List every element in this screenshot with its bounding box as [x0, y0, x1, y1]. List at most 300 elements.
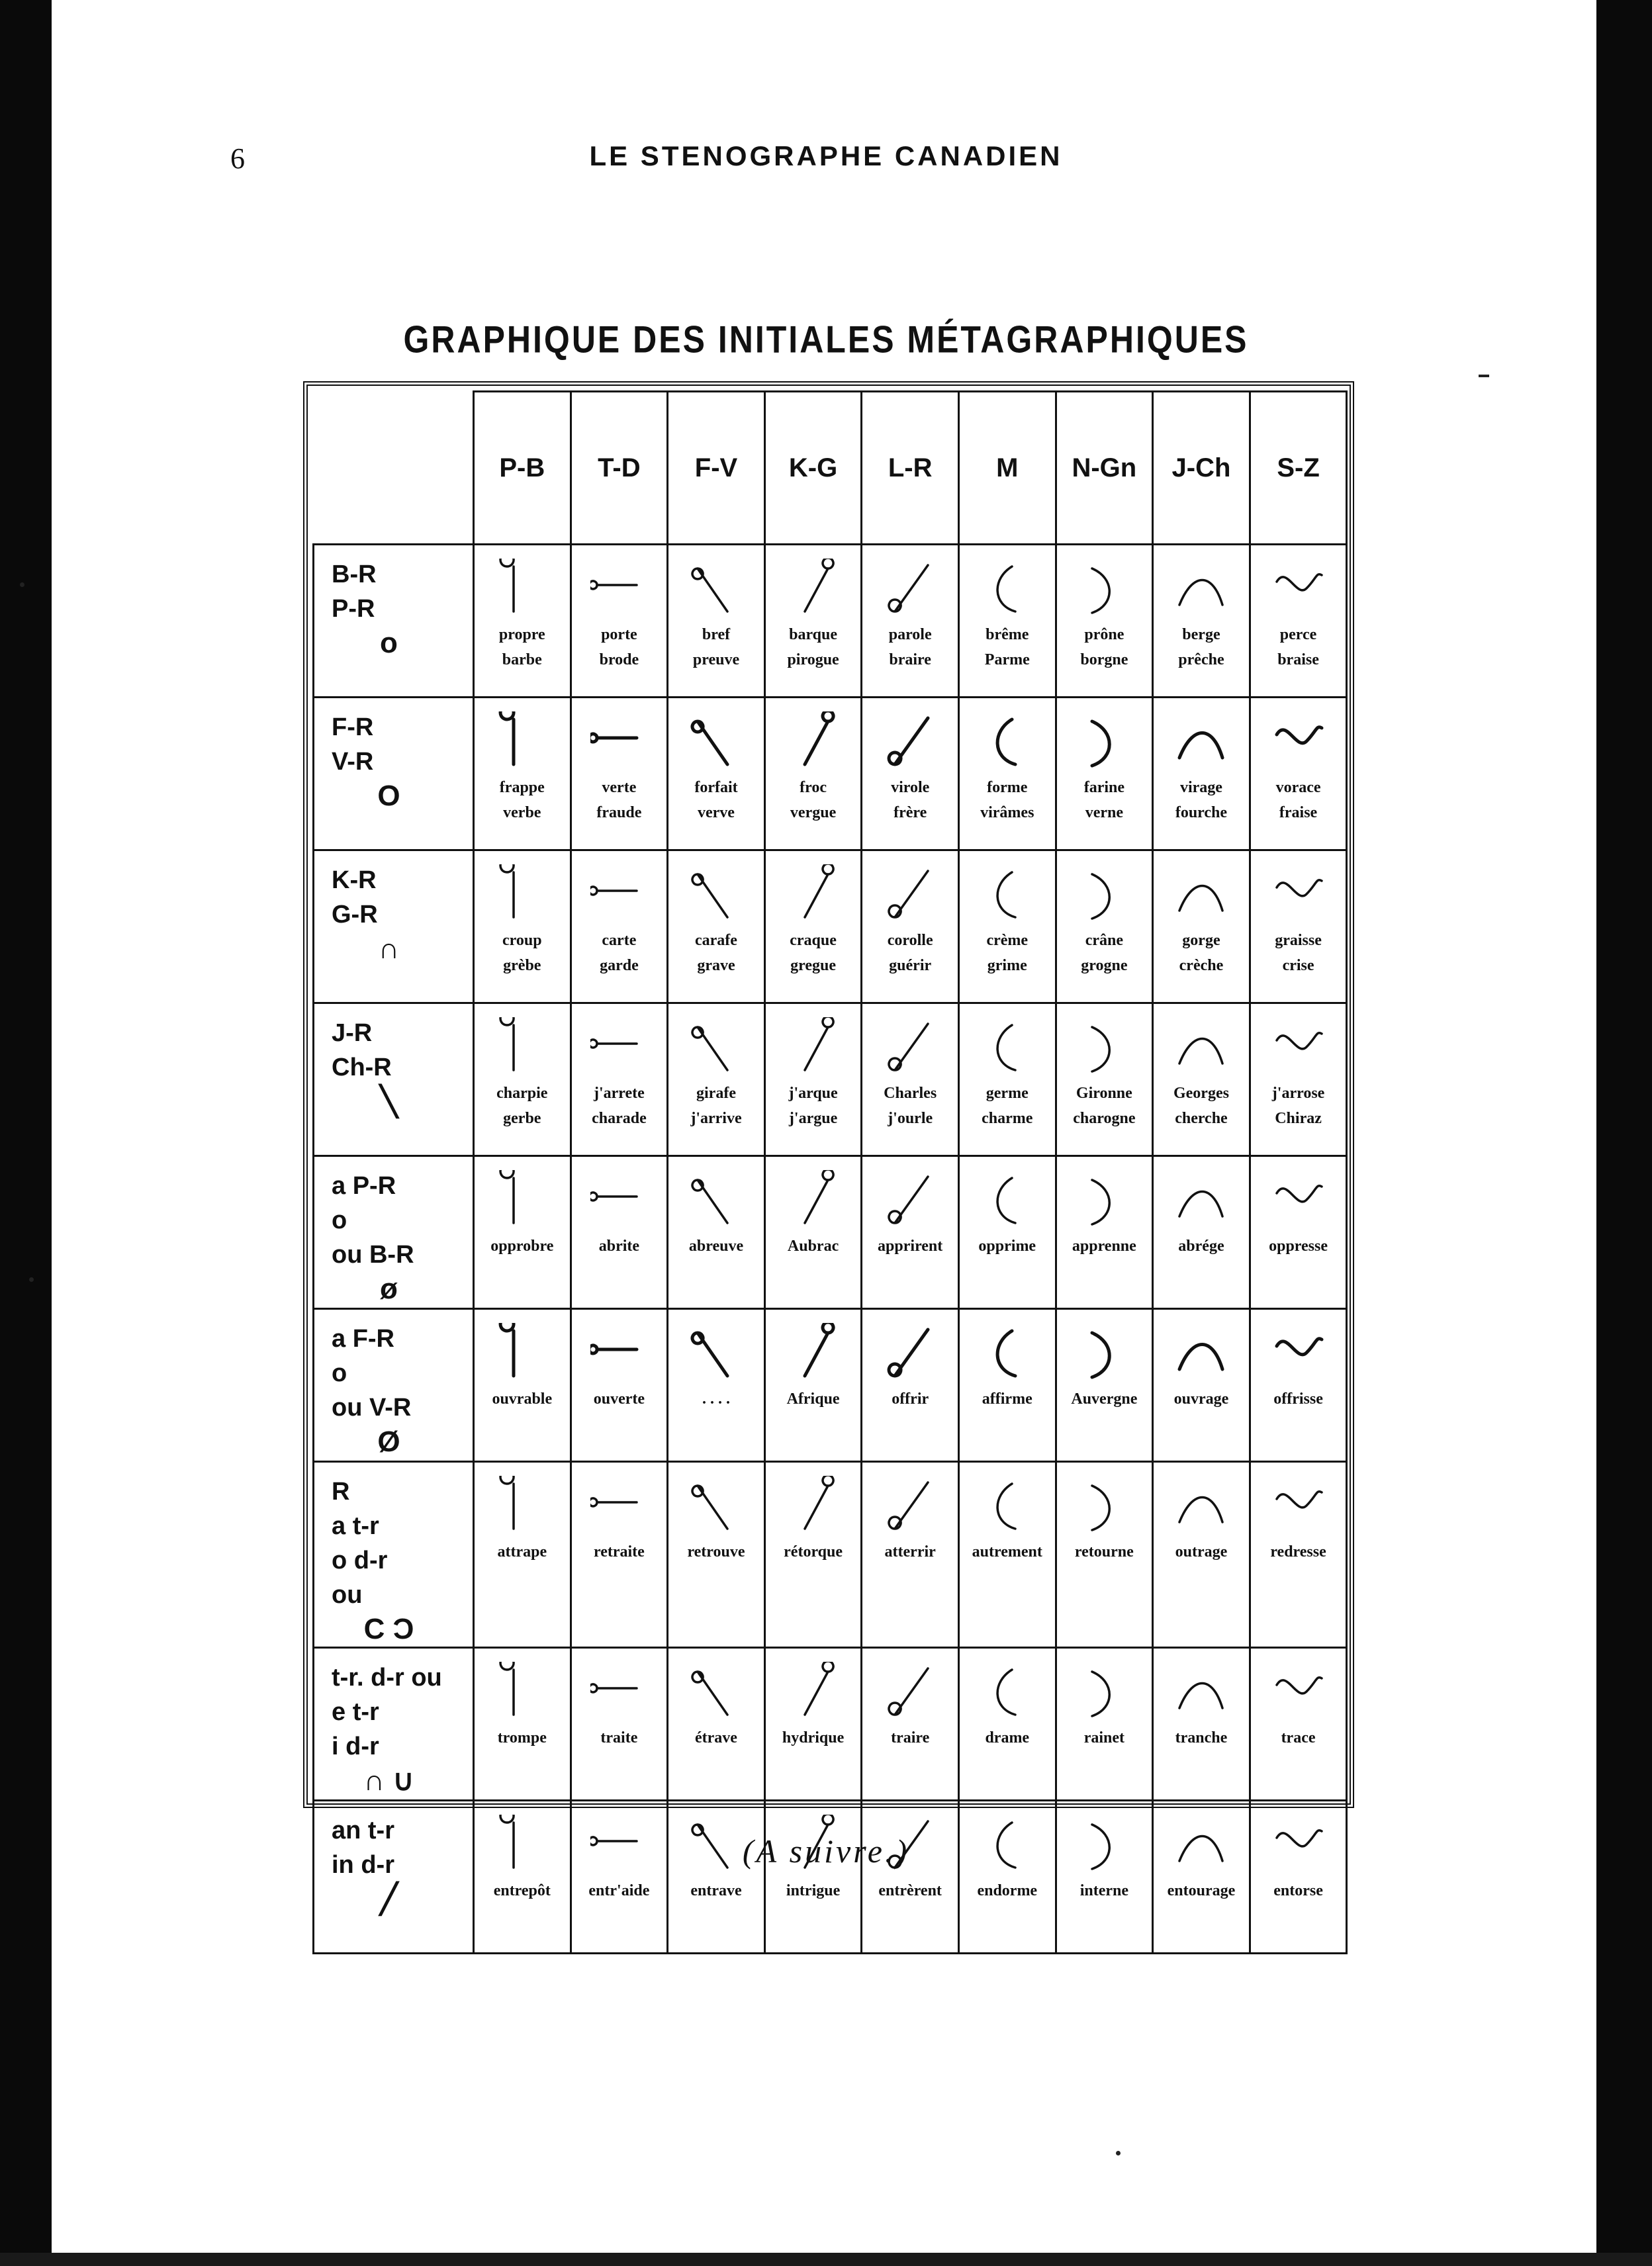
shorthand-sign-icon: [882, 1323, 939, 1382]
table-cell: [1250, 1156, 1347, 1309]
shorthand-sign-icon: [688, 1170, 745, 1230]
shorthand-stroke: [590, 1345, 637, 1353]
shorthand-sign-icon: [688, 864, 745, 924]
example-word: opprime: [978, 1238, 1036, 1255]
example-word-alt: fraise: [1279, 804, 1318, 821]
shorthand-stroke: [1092, 568, 1109, 613]
table-cell: [668, 698, 765, 850]
table-cell: [1056, 698, 1153, 850]
table-cell: [474, 1801, 571, 1954]
table-cell: [764, 698, 862, 850]
shorthand-sign-icon: [688, 1323, 745, 1382]
row-label-line: K-R: [332, 866, 377, 894]
shorthand-stroke: [590, 1684, 637, 1692]
shorthand-stroke: [889, 1024, 928, 1070]
example-word: craque: [790, 932, 837, 949]
table-cell: [571, 850, 668, 1003]
shorthand-stroke: [889, 565, 928, 612]
shorthand-stroke: [997, 1484, 1015, 1529]
shorthand-sign-icon: [785, 1476, 842, 1535]
example-word: abrite: [598, 1238, 640, 1255]
shorthand-stroke: [500, 1017, 514, 1070]
example-word: traire: [891, 1729, 930, 1746]
shorthand-stroke: [805, 864, 833, 917]
table-cell: [1250, 545, 1347, 698]
table-cell: [862, 1156, 959, 1309]
example-word: entorse: [1273, 1882, 1323, 1899]
shorthand-sign-icon: [785, 559, 842, 618]
shorthand-sign-icon: [1076, 1476, 1132, 1535]
shorthand-sign-icon: [1173, 1170, 1230, 1230]
table-cell: [668, 1462, 765, 1648]
table-row: [314, 1801, 1347, 1954]
column-header: T-D: [571, 392, 668, 545]
shorthand-sign-icon: [590, 1323, 647, 1382]
example-word: virage: [1179, 779, 1222, 796]
large-circle-icon: O: [377, 780, 400, 812]
example-word-alt: Chiraz: [1275, 1110, 1322, 1127]
example-word: Aubrac: [787, 1238, 839, 1255]
example-word: farine: [1083, 779, 1125, 796]
example-word-alt: verbe: [503, 804, 541, 821]
shorthand-sign-icon: [1270, 559, 1327, 618]
row-label-line: Ch-R: [332, 1054, 392, 1081]
shorthand-stroke: [500, 1476, 514, 1529]
example-word-alt: pirogue: [787, 651, 839, 668]
table-cell: [1056, 1003, 1153, 1156]
shorthand-stroke: [997, 1178, 1015, 1223]
example-word-alt: charade: [592, 1110, 647, 1127]
example-word-alt: j'argue: [788, 1110, 838, 1127]
example-word: entr'aide: [588, 1882, 650, 1899]
shorthand-sign-icon: [979, 1323, 1036, 1382]
example-word: perce: [1279, 626, 1317, 643]
table-cell: [958, 1309, 1056, 1462]
shorthand-sign-icon: [1076, 711, 1132, 771]
example-word-alt: grèbe: [503, 957, 541, 974]
shorthand-stroke: [1277, 1033, 1322, 1049]
example-word: retrouve: [687, 1543, 745, 1561]
example-word-alt: j'ourle: [888, 1110, 933, 1127]
shorthand-stroke: [997, 872, 1015, 917]
shorthand-sign-icon: [1076, 1323, 1132, 1382]
row-label-line: ou: [332, 1581, 363, 1609]
row-label-line: R: [332, 1478, 350, 1506]
large-crossed-loop-icon: Ø: [377, 1426, 400, 1458]
shorthand-sign-icon: [785, 711, 842, 771]
example-word-alt: Parme: [984, 651, 1030, 668]
example-word: apprirent: [878, 1238, 943, 1255]
table-cell: [764, 1309, 862, 1462]
table-cell: [571, 1462, 668, 1648]
short-tick-icon: ╱: [380, 1883, 398, 1915]
example-word-alt: gerbe: [503, 1110, 541, 1127]
small-circle-icon: o: [380, 627, 398, 659]
example-word: frappe: [499, 779, 545, 796]
example-word: j'arrete: [593, 1085, 645, 1102]
column-header: P-B: [474, 392, 571, 545]
column-header: M: [958, 392, 1056, 545]
row-header: [314, 1003, 474, 1156]
shorthand-sign-icon: [590, 1017, 647, 1077]
shorthand-stroke: [805, 1662, 833, 1715]
scan-speck: [29, 1277, 34, 1282]
row-label-line: o: [332, 1206, 347, 1234]
shorthand-sign-icon: [688, 559, 745, 618]
table-cell: [1250, 1801, 1347, 1954]
example-word: tranche: [1175, 1729, 1228, 1746]
example-word-alt: crèche: [1179, 957, 1224, 974]
row-label-line: a P-R: [332, 1172, 396, 1200]
page-number: 6: [230, 142, 245, 175]
table-cell: [474, 1462, 571, 1648]
shorthand-sign-icon: [979, 1017, 1036, 1077]
example-word-alt: cherche: [1175, 1110, 1228, 1127]
table-cell: [1056, 1801, 1153, 1954]
shorthand-sign-icon: [882, 864, 939, 924]
table-cell: [862, 1003, 959, 1156]
example-word: entrave: [690, 1882, 742, 1899]
table-cell: [1250, 1003, 1347, 1156]
example-word: offrir: [892, 1390, 929, 1408]
scan-bottom-border: [0, 2253, 1652, 2266]
shorthand-stroke: [889, 871, 928, 917]
example-word: crâne: [1085, 932, 1124, 949]
table-cell: [668, 850, 765, 1003]
shorthand-stroke: [590, 1498, 637, 1506]
example-word: interne: [1079, 1882, 1129, 1899]
table-cell: [958, 545, 1056, 698]
column-header: J-Ch: [1153, 392, 1250, 545]
example-word-alt: braire: [889, 651, 931, 668]
table-row: [314, 850, 1347, 1003]
metagraphic-table: [312, 390, 1348, 1954]
shorthand-sign-icon: [882, 1017, 939, 1077]
scan-speck: [1116, 2151, 1121, 2155]
table-cell: [862, 1309, 959, 1462]
column-header: N-Gn: [1056, 392, 1153, 545]
shorthand-sign-icon: [979, 711, 1036, 771]
example-word-alt: fraude: [596, 804, 642, 821]
table-row: [314, 1156, 1347, 1309]
table-row: [314, 698, 1347, 850]
shorthand-sign-icon: [688, 1017, 745, 1077]
column-header: F-V: [668, 392, 765, 545]
shorthand-stroke: [889, 1482, 928, 1529]
shorthand-stroke: [1092, 1180, 1109, 1224]
shorthand-stroke: [1092, 1486, 1109, 1530]
shorthand-sign-icon: [1076, 864, 1132, 924]
table-cell: [958, 698, 1056, 850]
shorthand-sign-icon: [979, 864, 1036, 924]
example-word: offrisse: [1273, 1390, 1323, 1408]
table-cell: [571, 545, 668, 698]
shorthand-sign-icon: [590, 711, 647, 771]
example-word: charpie: [496, 1085, 548, 1102]
table-cell: [764, 1156, 862, 1309]
table-cell: [668, 545, 765, 698]
shorthand-sign-icon: [1270, 1323, 1327, 1382]
row-label-line: B-R: [332, 561, 377, 588]
example-word: attrape: [497, 1543, 547, 1561]
shorthand-stroke: [500, 1323, 514, 1376]
example-word: graisse: [1275, 932, 1322, 949]
row-label-line: P-R: [332, 595, 375, 623]
table-cell: [764, 1801, 862, 1954]
shorthand-sign-icon: [1270, 864, 1327, 924]
example-word: porte: [601, 626, 637, 643]
row-label-line: J-R: [332, 1019, 373, 1047]
shorthand-stroke: [997, 1670, 1015, 1715]
table-cell: [862, 1648, 959, 1801]
table-cell: [1153, 545, 1250, 698]
row-header: [314, 1309, 474, 1462]
shorthand-sign-icon: [1270, 1170, 1327, 1230]
example-word: abrége: [1178, 1238, 1224, 1255]
table-cell: [1056, 1648, 1153, 1801]
row-header: [314, 1156, 474, 1309]
example-word: rainet: [1083, 1729, 1125, 1746]
shorthand-sign-icon: [882, 711, 939, 771]
shorthand-stroke: [500, 559, 514, 612]
example-word: parole: [888, 626, 932, 643]
table-cell: [1153, 1156, 1250, 1309]
example-word-alt: j'arrive: [690, 1110, 742, 1127]
example-word: outrage: [1175, 1543, 1228, 1561]
example-word: gorge: [1182, 932, 1220, 949]
example-word: entrepôt: [493, 1882, 551, 1899]
shorthand-sign-icon: [688, 1662, 745, 1721]
shorthand-stroke: [1092, 874, 1109, 919]
shorthand-sign-icon: [494, 1662, 551, 1721]
running-head: LE STENOGRAPHE CANADIEN: [589, 140, 1063, 171]
hook-up-icon: ∩: [378, 932, 400, 965]
shorthand-stroke: [692, 721, 727, 764]
shorthand-stroke: [889, 1177, 928, 1223]
example-word: drame: [985, 1729, 1030, 1746]
shorthand-stroke: [500, 711, 514, 764]
example-word-alt: grogne: [1081, 957, 1128, 974]
row-label-line: G-R: [332, 901, 378, 929]
table-cell: [668, 1309, 765, 1462]
table-cell: [958, 1003, 1056, 1156]
column-header: S-Z: [1250, 392, 1347, 545]
shorthand-sign-icon: [979, 1662, 1036, 1721]
shorthand-stroke: [1179, 886, 1222, 911]
continued-note: (A suivre.): [742, 1833, 910, 1870]
crossed-loop-icon: ø: [380, 1273, 398, 1305]
scan-speck: [1479, 375, 1489, 377]
example-word: trompe: [497, 1729, 547, 1746]
row-label-line: t-r. d-r ou: [332, 1664, 442, 1692]
example-word-alt: verne: [1085, 804, 1124, 821]
example-word: intrigue: [786, 1882, 841, 1899]
row-label-line: o: [332, 1359, 347, 1387]
shorthand-sign-icon: [882, 1662, 939, 1721]
shorthand-stroke: [805, 559, 833, 612]
table-cell: [764, 1648, 862, 1801]
example-word: barque: [789, 626, 838, 643]
table-cell: [862, 850, 959, 1003]
row-label-line: a t-r: [332, 1512, 379, 1540]
table-cell: [1153, 850, 1250, 1003]
example-word: entourage: [1167, 1882, 1236, 1899]
example-word-alt: grime: [987, 957, 1027, 974]
table-cell: [668, 1156, 765, 1309]
example-word: j'arrose: [1271, 1085, 1325, 1102]
shorthand-sign-icon: [1270, 1017, 1327, 1077]
example-word-alt: fourche: [1175, 804, 1228, 821]
table-cell: [474, 1648, 571, 1801]
shorthand-stroke: [1277, 1678, 1322, 1694]
shorthand-stroke: [500, 864, 514, 917]
shorthand-stroke: [1179, 733, 1222, 758]
example-word: affirme: [982, 1390, 1032, 1408]
row-label-line: i d-r: [332, 1733, 379, 1760]
shorthand-stroke: [692, 568, 727, 612]
shorthand-stroke: [1277, 1492, 1322, 1508]
table-cell: [1153, 1648, 1250, 1801]
shorthand-sign-icon: [979, 559, 1036, 618]
example-word-alt: virâmes: [980, 804, 1034, 821]
table-cell: [764, 545, 862, 698]
example-word: ouvrable: [492, 1390, 553, 1408]
example-word: . . . .: [702, 1390, 730, 1408]
table-header-row: [314, 392, 1347, 545]
example-word-alt: charme: [982, 1110, 1033, 1127]
table-cell: [1250, 1648, 1347, 1801]
shorthand-sign-icon: [1173, 1662, 1230, 1721]
example-word-alt: borgne: [1080, 651, 1128, 668]
table-cell: [958, 1648, 1056, 1801]
example-word-alt: preuve: [692, 651, 740, 668]
table-row: [314, 1309, 1347, 1462]
shorthand-sign-icon: [1076, 1170, 1132, 1230]
shorthand-sign-icon: [494, 1476, 551, 1535]
table-row: [314, 1462, 1347, 1648]
example-word: trace: [1281, 1729, 1316, 1746]
table-cell: [571, 1801, 668, 1954]
example-word: atterrir: [884, 1543, 936, 1561]
row-label-line: F-R: [332, 713, 374, 741]
chart-title: GRAPHIQUE DES INITIALES MÉTAGRAPHIQUES: [403, 318, 1249, 361]
example-word: hydrique: [782, 1729, 845, 1746]
shorthand-stroke: [692, 1333, 727, 1376]
shorthand-stroke: [692, 1180, 727, 1223]
shorthand-stroke: [1277, 1339, 1322, 1355]
shorthand-stroke: [889, 718, 928, 764]
table-cell: [1153, 1801, 1250, 1954]
table-cell: [862, 1462, 959, 1648]
example-word: ouverte: [593, 1390, 645, 1408]
shorthand-sign-icon: [785, 864, 842, 924]
table-cell: [571, 1003, 668, 1156]
row-label-line: in d-r: [332, 1851, 394, 1879]
table-cell: [958, 1156, 1056, 1309]
table-cell: [668, 1648, 765, 1801]
shorthand-stroke: [997, 719, 1015, 764]
shorthand-sign-icon: [590, 1170, 647, 1230]
shorthand-stroke: [1277, 1186, 1322, 1202]
table-cell: [1153, 698, 1250, 850]
shorthand-sign-icon: [494, 559, 551, 618]
shorthand-sign-icon: [882, 1170, 939, 1230]
example-word: j'arque: [788, 1085, 838, 1102]
example-word-alt: brode: [599, 651, 639, 668]
table-cell: [571, 698, 668, 850]
example-word: ouvrage: [1173, 1390, 1229, 1408]
shorthand-sign-icon: [1173, 711, 1230, 771]
shorthand-stroke: [1092, 1672, 1109, 1716]
scan-speck: [20, 582, 24, 587]
tick-stroke-icon: ╲: [380, 1085, 398, 1118]
shorthand-stroke: [692, 1672, 727, 1715]
shorthand-sign-icon: [590, 1476, 647, 1535]
example-word: étrave: [695, 1729, 737, 1746]
shorthand-stroke: [692, 874, 727, 917]
example-word: Charles: [884, 1085, 937, 1102]
example-word: retraite: [593, 1543, 645, 1561]
table-row: [314, 1648, 1347, 1801]
table-cell: [474, 1003, 571, 1156]
shorthand-sign-icon: [785, 1662, 842, 1721]
table-cell: [474, 1156, 571, 1309]
example-word-alt: verve: [698, 804, 735, 821]
shorthand-stroke: [1092, 721, 1109, 766]
example-word: opprobre: [490, 1238, 554, 1255]
shorthand-sign-icon: [979, 1476, 1036, 1535]
example-word: Afrique: [786, 1390, 840, 1408]
table-cell: [1056, 1462, 1153, 1648]
table-cell: [958, 1801, 1056, 1954]
shorthand-sign-icon: [494, 711, 551, 771]
example-word: autrement: [972, 1543, 1042, 1561]
shorthand-sign-icon: [494, 1017, 551, 1077]
shorthand-stroke: [692, 1486, 727, 1529]
table-cell: [1250, 698, 1347, 850]
example-word: brême: [986, 626, 1029, 643]
table-cell: [862, 698, 959, 850]
table-cell: [474, 698, 571, 850]
example-word: forfait: [694, 779, 738, 796]
table-cell: [571, 1309, 668, 1462]
table-cell: [1056, 1156, 1153, 1309]
example-word-alt: prêche: [1178, 651, 1224, 668]
example-word: germe: [986, 1085, 1029, 1102]
facing-arcs-icon: C Ɔ: [363, 1613, 414, 1645]
shorthand-stroke: [805, 1323, 833, 1376]
shorthand-stroke: [1277, 880, 1322, 896]
example-word: rétorque: [784, 1543, 843, 1561]
table-corner: [314, 392, 474, 545]
row-header: [314, 1462, 474, 1648]
row-header: [314, 1648, 474, 1801]
example-word: froc: [800, 779, 827, 796]
example-word: propre: [498, 626, 545, 643]
shorthand-stroke: [1179, 580, 1222, 606]
shorthand-sign-icon: [590, 1662, 647, 1721]
shorthand-sign-icon: [1173, 1017, 1230, 1077]
shorthand-sign-icon: [785, 1017, 842, 1077]
example-word-alt: crise: [1282, 957, 1314, 974]
example-word: carte: [602, 932, 637, 949]
example-word-alt: garde: [600, 957, 639, 974]
shorthand-sign-icon: [882, 559, 939, 618]
shorthand-sign-icon: [1076, 1662, 1132, 1721]
example-word-alt: guérir: [889, 957, 932, 974]
example-word: retourne: [1074, 1543, 1134, 1561]
shorthand-sign-icon: [1173, 1323, 1230, 1382]
